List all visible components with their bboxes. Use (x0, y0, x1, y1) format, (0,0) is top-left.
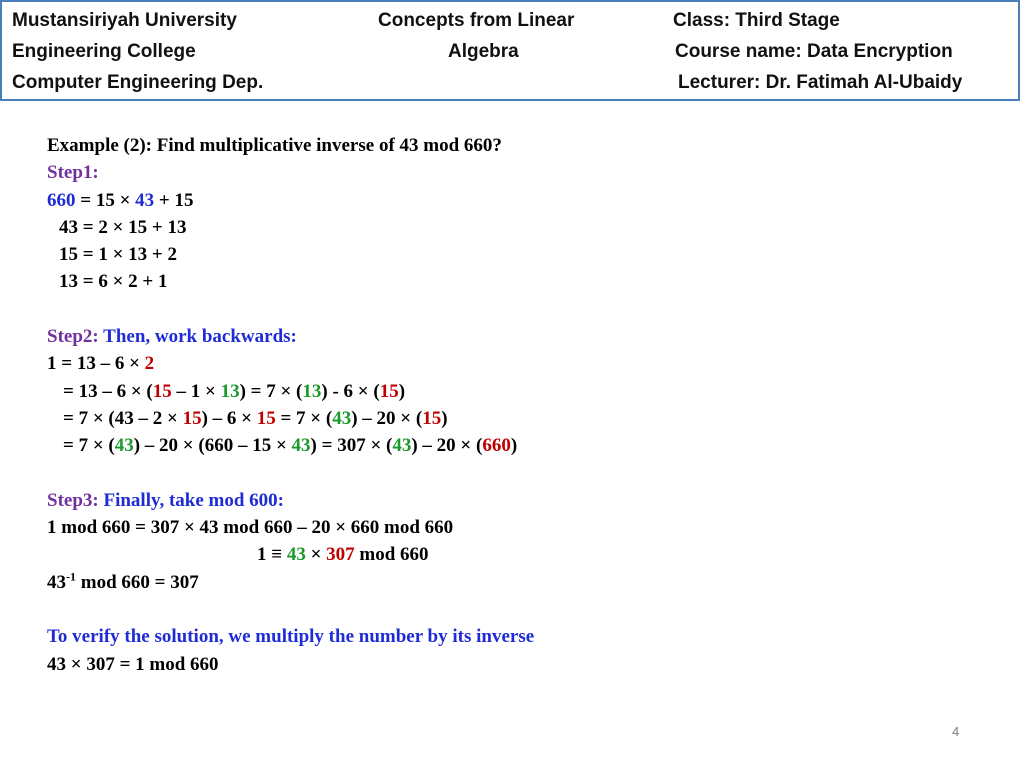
step2-heading (47, 323, 947, 350)
eq-term: 13 (302, 380, 322, 402)
step2-line-2 (47, 378, 947, 405)
slide-header (0, 0, 1020, 101)
eq-term: ) – 6 × (201, 407, 257, 429)
eq-term: ) = 307 × ( (310, 435, 393, 457)
header-class: Class: Third Stage (673, 10, 840, 31)
step1-label: Step1: (47, 162, 99, 184)
header-department: Computer Engineering Dep. (12, 72, 264, 93)
step1-equation-3: 15 = 1 × 13 + 2 (59, 244, 177, 266)
page-number: 4 (952, 724, 960, 739)
header-college: Engineering College (12, 41, 196, 62)
verify-text: To verify the solution, we multiply the number by its inverse (47, 626, 535, 648)
eq-term: 43 (135, 189, 155, 211)
eq-term: 15 (422, 407, 442, 429)
verify-equation: 43 × 307 = 1 mod 660 (47, 653, 219, 675)
eq-term: ) – 20 × ( (351, 407, 423, 429)
eq-term: + 15 (154, 189, 194, 211)
eq-term: = 13 – 6 × ( (63, 380, 153, 402)
slide-content (47, 132, 947, 678)
eq-term: 307 (326, 544, 355, 566)
eq-term: ) (441, 407, 448, 429)
exponent: -1 (66, 569, 76, 584)
eq-term: 43 (392, 435, 412, 457)
eq-term: ) - 6 × ( (321, 380, 380, 402)
eq-term: 2 (144, 353, 155, 375)
eq-term: 43 (286, 544, 306, 566)
eq-term: 660 (47, 189, 76, 211)
eq-term: mod 660 (354, 544, 429, 566)
eq-term: – 1 × (171, 380, 221, 402)
step1-equation-2: 43 = 2 × 15 + 13 (59, 216, 187, 238)
eq-term: 13 (220, 380, 240, 402)
eq-term: = 7 × ( (275, 407, 333, 429)
step3-text: Finally, take mod 600: (98, 489, 284, 511)
eq-term: 15 (182, 407, 202, 429)
header-lecturer: Lecturer: Dr. Fatimah Al-Ubaidy (678, 72, 963, 93)
eq-term: 15 (152, 380, 172, 402)
eq-term: = 15 × (75, 189, 136, 211)
step3-line-3 (47, 569, 947, 596)
step2-line-3 (47, 405, 947, 432)
step3-heading (47, 487, 947, 514)
header-course: Course name: Data Encryption (675, 41, 953, 62)
step3-line-1: 1 mod 660 = 307 × 43 mod 660 – 20 × 660 mod 660 (47, 517, 454, 539)
eq-term: ) – 20 × (660 – 15 × (133, 435, 292, 457)
step1-equation-1 (47, 187, 947, 214)
step2-line-1 (47, 350, 947, 377)
eq-term: 15 (256, 407, 276, 429)
step3-line-2 (47, 541, 947, 568)
eq-term: 43 (332, 407, 352, 429)
step2-label: Step2: (47, 326, 99, 348)
eq-term: 1 ≡ (257, 544, 287, 566)
eq-term: = 7 × ( (63, 435, 115, 457)
eq-term: 43 (47, 571, 66, 593)
eq-term: ) – 20 × ( (411, 435, 483, 457)
eq-term: = 7 × (43 – 2 × (63, 407, 183, 429)
eq-term: 43 (114, 435, 134, 457)
eq-term: ) (510, 435, 518, 457)
eq-term: 1 = 13 – 6 × (47, 353, 145, 375)
eq-term: 43 (291, 435, 311, 457)
eq-term: ) (398, 380, 406, 402)
step2-text: Then, work backwards: (98, 326, 297, 348)
eq-term: ) = 7 × ( (239, 380, 303, 402)
step2-line-4 (47, 432, 947, 459)
step3-label: Step3: (47, 489, 99, 511)
eq-term: × (305, 544, 327, 566)
eq-term: mod 660 = 307 (76, 571, 199, 593)
header-subject-line2: Algebra (448, 41, 519, 62)
step1-equation-4: 13 = 6 × 2 + 1 (59, 271, 168, 293)
eq-term: 15 (379, 380, 399, 402)
header-university: Mustansiriyah University (12, 10, 237, 31)
header-subject-line1: Concepts from Linear (378, 10, 575, 31)
eq-term: 660 (482, 435, 511, 457)
example-title: Example (2): Find multiplicative inverse of 43 mod 660? (47, 135, 502, 156)
